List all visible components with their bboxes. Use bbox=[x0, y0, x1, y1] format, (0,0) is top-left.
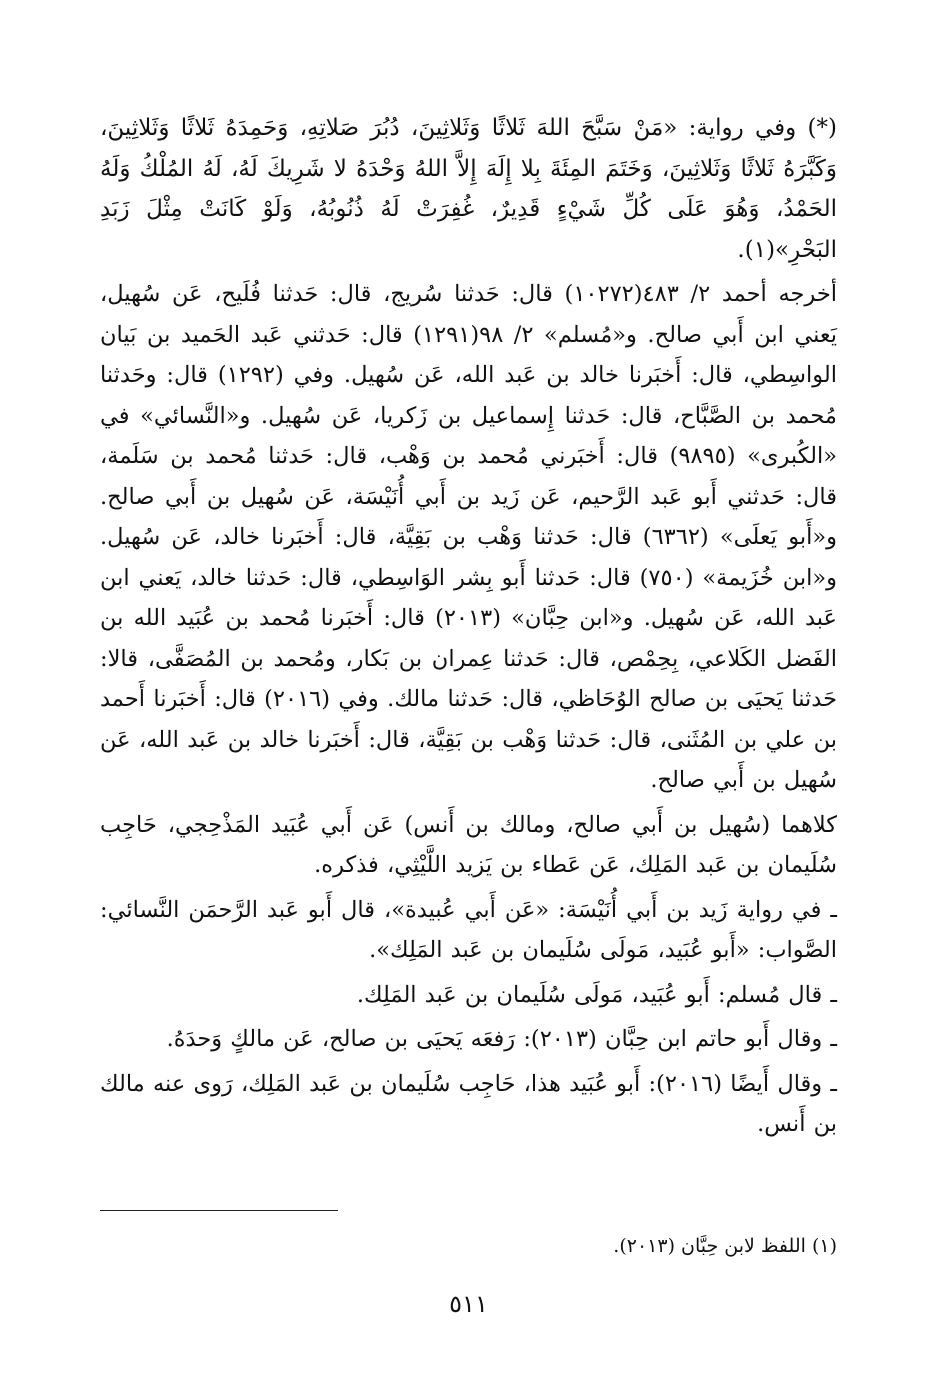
note-paragraph: ـ وقال أَبو حاتم ابن حِبَّان (٢٠١٣): رَفعَه يَحيَى بن صالح، عَن مالكٍ وَحدَهُ. bbox=[166, 1026, 837, 1052]
chain-summary-paragraph: كلاهما (سُهيل بن أَبي صالح، ومالك بن أَنس) عَن أَبي عُبَيد المَذْحِجي، حَاجِب سُلَيمان بن عَبد المَلِك، عَن عَطاء بن يَزيد اللَّيْثِي، فذكره. bbox=[100, 811, 837, 878]
takhrij-paragraph: أخرجه أحمد ٢/ ٤٨٣(١٠٢٧٢) قال: حَدثنا سُريج، قال: حَدثنا فُلَيح، عَن سُهيل، يَعني ابن أَبي صالح. و«مُسلم» ٢/ ٩٨(١٢٩١) قال: حَدثني عَبد الحَميد بن بَيان الواسِطي، قال: أَخبَرنا خالد بن عَبد الله، عَن سُهيل. وفي (١٢٩٢) قال: وحَدثنا مُحمد بن الصَّبَّاح، قال: حَدثنا إِسماعيل بن زَكريا، عَن سُهيل. و«النَّسائي» في «الكُبرى» (٩٨٩٥) قال: أَخبَرني مُحمد بن وَهْب، قال: حَدثنا مُحمد بن سَلَمة، قال: حَدثني أَبو عَبد الرَّحيم، عَن زَيد بن أَبي أُنَيْسَة، عَن سُهيل بن أَبي صالح. و«أَبو يَعلَى» (٦٣٦٢) قال: حَدثنا وَهْب بن بَقِيَّة، قال: أَخبَرنا خالد، عَن سُهيل. و«ابن خُزَيمة» (٧٥٠) قال: حَدثنا أَبو بِشر الوَاسِطي، قال: حَدثنا خالد، يَعني ابن عَبد الله، عَن سُهيل. و«ابن حِبَّان» (٢٠١٣) قال: أَخبَرنا مُحمد بن عُبَيد الله بن الفَضل الكَلاعي، بِحِمْص، قال: حَدثنا عِمران بن بَكار، ومُحمد بن المُصَفَّى، قالا: حَدثنا يَحيَى بن صالح الوُحَاظي، قال: حَدثنا مالك. وفي (٢٠١٦) قال: أَخبَرنا أَحمد بن علي بن المُثَنى، قال: حَدثنا وَهْب بن بَقِيَّة، قال: أَخبَرنا خالد بن عَبد الله، عَن سُهيل بن أَبي صالح. bbox=[100, 281, 838, 793]
note-paragraph: ـ في رواية زَيد بن أَبي أُنَيْسَة: «عَن أَبي عُبيدة»، قال أَبو عَبد الرَّحمَن النَّسائي: الصَّواب: «أَبو عُبَيد، مَولَى سُلَيمان بن عَبد المَلِك». bbox=[100, 896, 837, 963]
page-number: ٥١١ bbox=[449, 1290, 488, 1318]
note-paragraph: ـ قال مُسلم: أَبو عُبَيد، مَولَى سُلَيمان بن عَبد المَلِك. bbox=[356, 981, 837, 1008]
note-paragraph: ـ وقال أَيضًا (٢٠١٦): أَبو عُبَيد هذا، حَاجِب سُلَيمان بن عَبد المَلِك، رَوى عنه مالك بن أَنس. bbox=[100, 1070, 837, 1137]
footnote-separator bbox=[100, 1210, 338, 1211]
hadith-text: (*) وفي رواية: «مَنْ سَبَّحَ اللهَ ثَلاثًا وَثَلاثِينَ، دُبُرَ صَلاتِهِ، وَحَمِدَهُ ثَلاثًا وَثَلاثِينَ، وَكَبَّرَهُ ثَلاثًا وَثَلاثِينَ، وَخَتَمَ المِئَةَ بِلا إِلَهَ إِلاَّ اللهُ وَحْدَهُ لا شَرِيكَ لَهُ، لَهُ المُلْكُ وَلَهُ الحَمْدُ، وَهُوَ عَلَى كُلِّ شَيْءٍ قَدِيرٌ، غُفِرَتْ لَهُ ذُنُوبُهُ، وَلَوْ كَانَتْ مِثْلَ زَبَدِ البَحْرِ»(١). bbox=[100, 115, 837, 263]
page-body bbox=[100, 108, 837, 1145]
footnote: (١) اللفظ لابن حِبَّان (٢٠١٣). bbox=[613, 1235, 837, 1257]
